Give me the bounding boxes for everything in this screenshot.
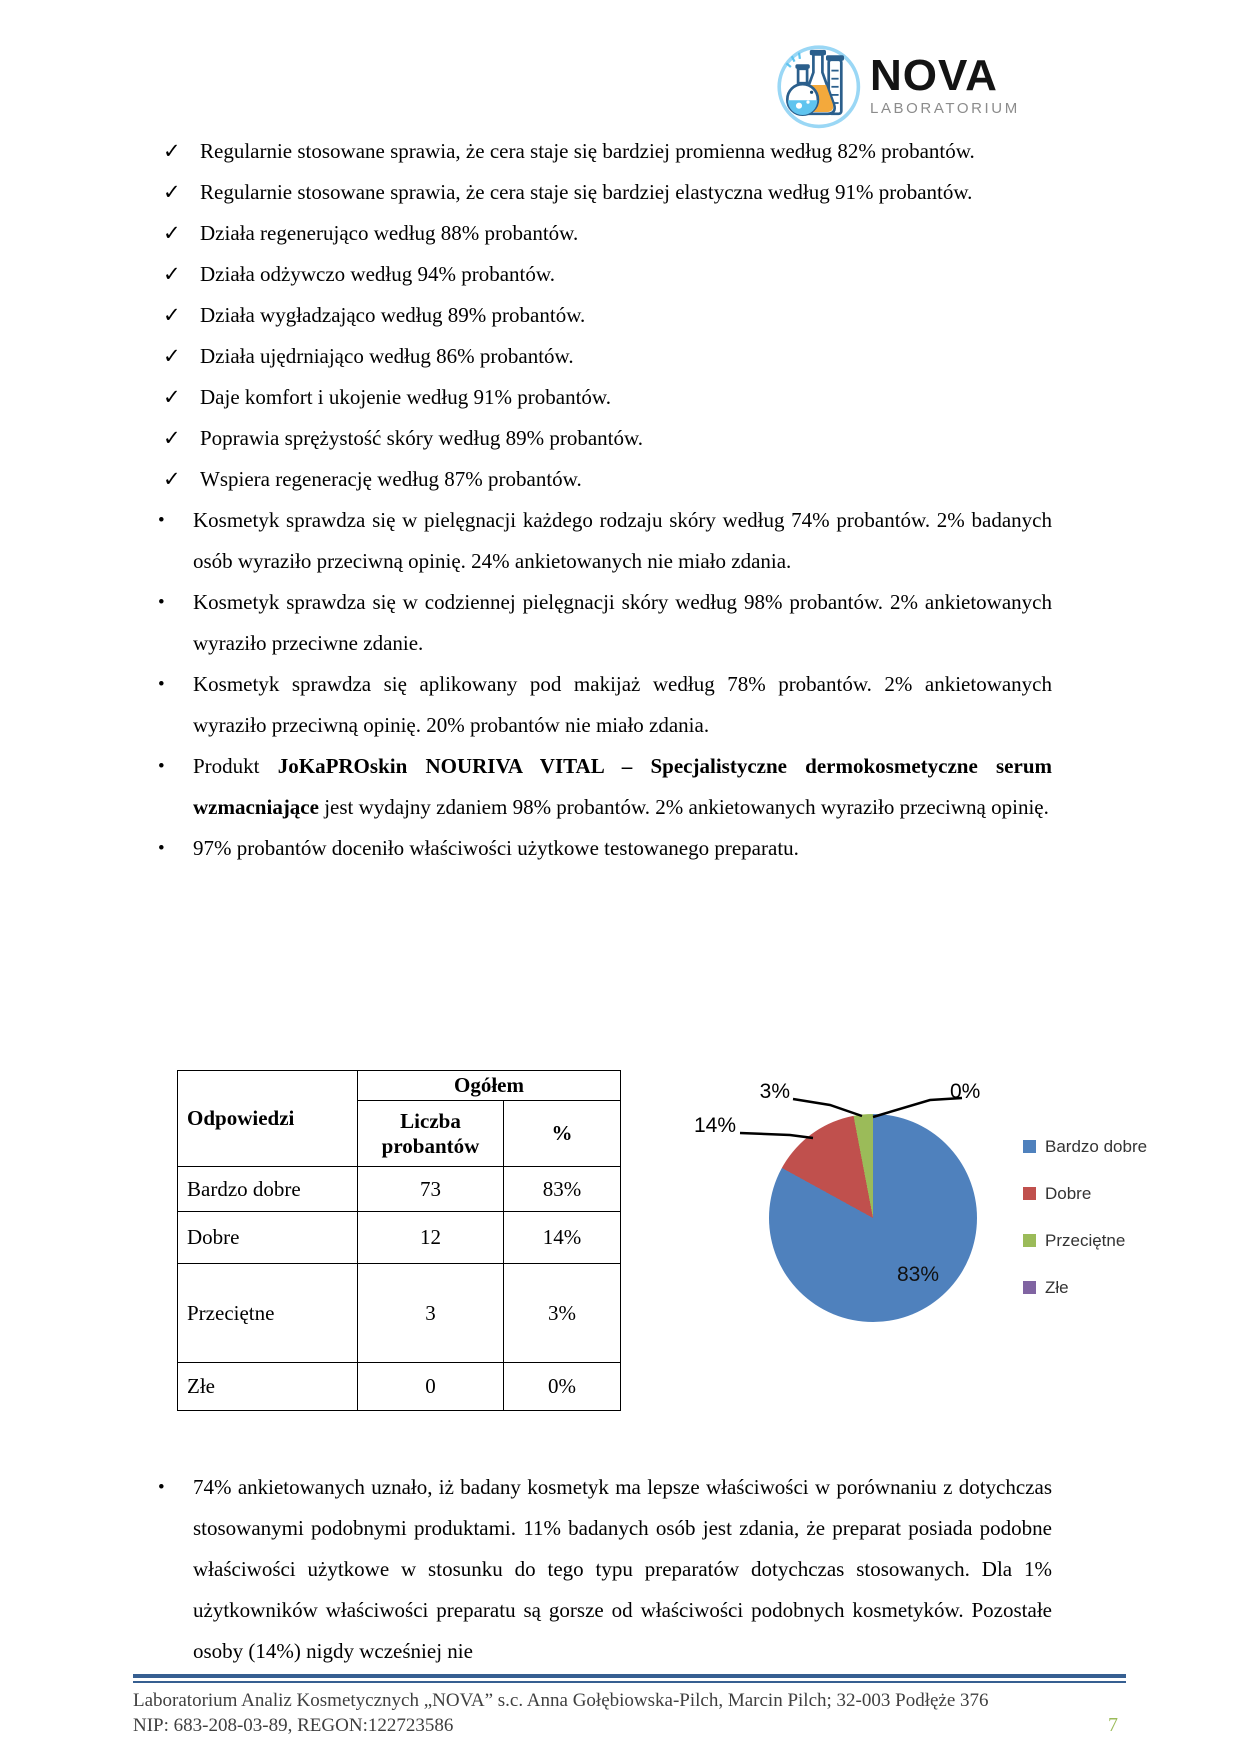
body-text xyxy=(155,131,1052,869)
check-item: ✓ Działa wygładzająco według 89% probantów. xyxy=(155,295,1052,336)
page-footer xyxy=(133,1674,1126,1738)
bullet-icon: • xyxy=(158,1477,165,1498)
table-row: Złe 0 0% xyxy=(178,1363,621,1411)
legend-item: Złe xyxy=(1023,1277,1147,1298)
bullet-icon: • xyxy=(158,756,165,777)
check-item: ✓ Działa regenerująco według 88% probantów. xyxy=(155,213,1052,254)
legend-swatch xyxy=(1023,1140,1036,1153)
check-icon: ✓ xyxy=(163,180,181,204)
footer-line1: Laboratorium Analiz Kosmetycznych „NOVA” s.c. Anna Gołębiowska-Pilch, Marcin Pilch; 32-003 Podłęże 376 xyxy=(133,1690,989,1711)
table-header-answers: Odpowiedzi xyxy=(178,1071,358,1167)
check-icon: ✓ xyxy=(163,262,181,286)
bullet-item: • Produkt JoKaPROskin NOURIVA VITAL – Specjalistyczne dermokosmetyczne serum wzmacniające jest wydajny zdaniem 98% probantów. 2% ankietowanych wyraziło przeciwną opinię. xyxy=(155,746,1052,828)
bullet-list xyxy=(155,500,1052,869)
bullet-icon: • xyxy=(158,674,165,695)
bullet-item: • Kosmetyk sprawdza się aplikowany pod makijaż według 78% probantów. 2% ankietowanych wyraziło przeciwną opinię. 20% probantów nie miało zdania. xyxy=(155,664,1052,746)
pie-chart xyxy=(630,1060,1190,1390)
check-icon: ✓ xyxy=(163,139,181,163)
page-number: 7 xyxy=(1108,1714,1118,1736)
table-header-count: Liczba probantów xyxy=(358,1101,504,1167)
footer-text xyxy=(133,1688,1126,1738)
legend-swatch xyxy=(1023,1234,1036,1247)
footer-rule xyxy=(133,1674,1126,1683)
chart-legend xyxy=(1023,1136,1147,1324)
bullet-item: • 74% ankietowanych uznało, iż badany kosmetyk ma lepsze właściwości w porównaniu z dotychczas stosowanymi podobnymi produktami. 11% badanych osób jest zdania, że preparat posiada podobne właściwości użytkowe w stosunku do tego typu preparatów dotychczas stosowanych. Dla 1% użytkowników właściwości preparatu są gorsze od właściwości podobnych kosmetyków. Pozostałe osoby (14%) nigdy wcześniej nie xyxy=(155,1467,1052,1672)
table-row: Dobre 12 14% xyxy=(178,1212,621,1264)
table-header-group: Ogółem xyxy=(358,1071,621,1101)
pie-label-przecietne: 3% xyxy=(759,1080,790,1103)
check-icon: ✓ xyxy=(163,385,181,409)
check-item: ✓ Regularnie stosowane sprawia, że cera staje się bardziej elastyczna według 91% probantów. xyxy=(155,172,1052,213)
bullet-icon: • xyxy=(158,592,165,613)
table-row: Przeciętne 3 3% xyxy=(178,1264,621,1363)
legend-swatch xyxy=(1023,1187,1036,1200)
bullet-icon: • xyxy=(158,838,165,859)
table-header-percent: % xyxy=(504,1101,621,1167)
company-logo xyxy=(772,40,1020,130)
pie-label-dobre: 14% xyxy=(693,1114,736,1137)
bullet-item: • Kosmetyk sprawdza się w codziennej pielęgnacji skóry według 98% probantów. 2% ankietowanych wyraziło przeciwne zdanie. xyxy=(155,582,1052,664)
bullet-item: • Kosmetyk sprawdza się w pielęgnacji każdego rodzaju skóry według 74% probantów. 2% badanych osób wyraziło przeciwną opinię. 24% ankietowanych nie miało zdania. xyxy=(155,500,1052,582)
check-icon: ✓ xyxy=(163,221,181,245)
check-icon: ✓ xyxy=(163,467,181,491)
closing-paragraph xyxy=(155,1467,1052,1672)
check-item: ✓ Daje komfort i ukojenie według 91% probantów. xyxy=(155,377,1052,418)
logo-subtitle: LABORATORIUM xyxy=(870,99,1020,117)
logo-text xyxy=(870,50,1020,117)
check-icon: ✓ xyxy=(163,426,181,450)
pie-label-bardzo-dobre: 83% xyxy=(896,1263,940,1286)
check-item: ✓ Działa ujędrniająco według 86% probantów. xyxy=(155,336,1052,377)
check-icon: ✓ xyxy=(163,344,181,368)
product-name: JoKaPROskin NOURIVA VITAL – Specjalistyczne dermokosmetyczne serum wzmacniające xyxy=(193,754,1052,819)
check-icon: ✓ xyxy=(163,303,181,327)
results-table xyxy=(177,1070,621,1411)
legend-item: Przeciętne xyxy=(1023,1230,1147,1251)
check-item: ✓ Regularnie stosowane sprawia, że cera staje się bardziej promienna według 82% probantów. xyxy=(155,131,1052,172)
legend-item: Dobre xyxy=(1023,1183,1147,1204)
pie-label-zle: 0% xyxy=(950,1080,981,1103)
legend-swatch xyxy=(1023,1281,1036,1294)
check-item: ✓ Wspiera regenerację według 87% probantów. xyxy=(155,459,1052,500)
table-row: Bardzo dobre 73 83% xyxy=(178,1167,621,1212)
logo-name: NOVA xyxy=(870,50,998,100)
legend-item: Bardzo dobre xyxy=(1023,1136,1147,1157)
footer-line2: NIP: 683-208-03-89, REGON:122723586 xyxy=(133,1715,454,1736)
check-list xyxy=(155,131,1052,500)
check-item: ✓ Działa odżywczo według 94% probantów. xyxy=(155,254,1052,295)
lab-flasks-icon xyxy=(772,40,862,130)
check-item: ✓ Poprawia sprężystość skóry według 89% probantów. xyxy=(155,418,1052,459)
bullet-icon: • xyxy=(158,510,165,531)
bullet-item: • 97% probantów doceniło właściwości użytkowe testowanego preparatu. xyxy=(155,828,1052,869)
